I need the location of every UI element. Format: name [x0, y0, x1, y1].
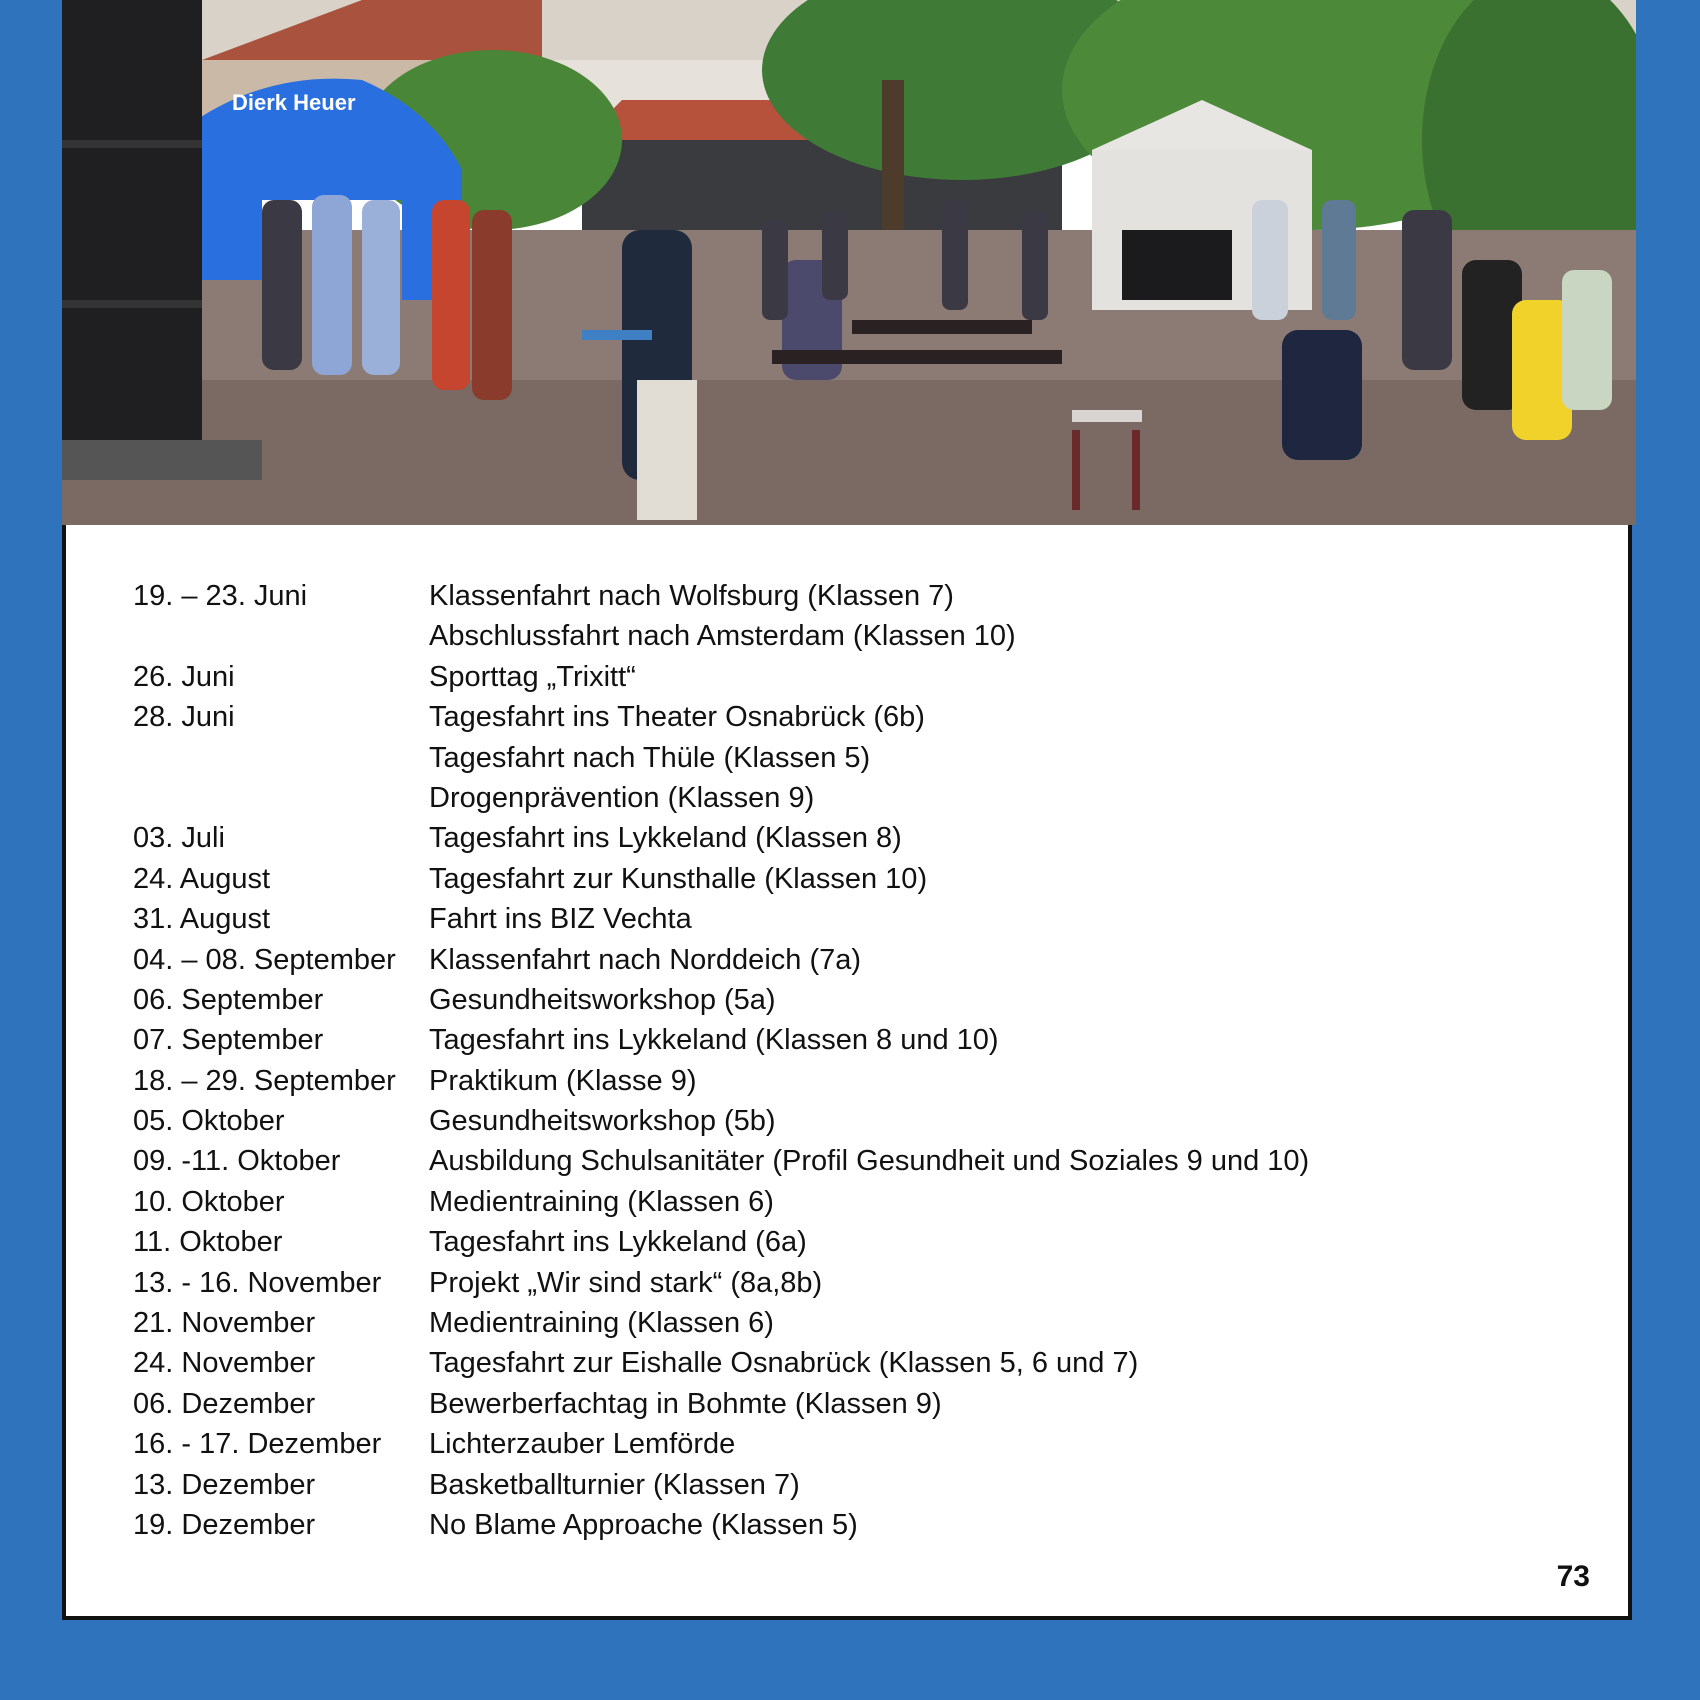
schedule-row	[133, 1101, 1593, 1141]
schedule-row	[133, 697, 1593, 737]
bouncy-castle-label: Dierk Heuer	[232, 90, 356, 115]
schedule-row	[133, 1182, 1593, 1222]
schedule-date: 16. - 17. Dezember	[133, 1428, 382, 1461]
schedule-date: 09. -11. Oktober	[133, 1145, 341, 1178]
schedule-row	[133, 1263, 1593, 1303]
schedule-date	[133, 616, 429, 656]
schedule-row	[133, 1424, 1593, 1464]
schedule-event: Gesundheitsworkshop (5b)	[429, 1105, 776, 1138]
schedule-event: Medientraining (Klassen 6)	[429, 1185, 774, 1218]
schedule-date: 21. November	[133, 1307, 316, 1340]
schedule-date: 07. September	[133, 1024, 324, 1057]
schedule-event: Tagesfahrt zur Kunsthalle (Klassen 10)	[429, 862, 928, 895]
schedule-date: 19. – 23. Juni	[133, 580, 308, 612]
schedule-date: 13. Dezember	[133, 1468, 316, 1501]
schedule-row	[133, 1384, 1593, 1424]
schedule-date: 24. August	[133, 862, 271, 895]
schedule-date: 06. Dezember	[133, 1387, 316, 1420]
schedule-event: Tagesfahrt ins Lykkeland (6a)	[429, 1226, 807, 1259]
schedule-event: Abschlussfahrt nach Amsterdam (Klassen 10)	[429, 620, 1016, 653]
schedule-row	[133, 1061, 1593, 1101]
schedule-list	[133, 576, 1593, 1545]
schedule-row	[133, 1465, 1593, 1505]
schedule-event: Tagesfahrt zur Eishalle Osnabrück (Klassen 5, 6 und 7)	[429, 1347, 1139, 1380]
schedule-event: Tagesfahrt ins Lykkeland (Klassen 8 und 10)	[429, 1024, 999, 1057]
schedule-date: 06. September	[133, 983, 324, 1016]
schedule-row	[133, 576, 1593, 616]
schedule-event: No Blame Approache (Klassen 5)	[429, 1508, 858, 1541]
schedule-row	[133, 859, 1593, 899]
schedule-event: Gesundheitsworkshop (5a)	[429, 983, 776, 1016]
schedule-date: 11. Oktober	[133, 1226, 283, 1259]
schedule-date: 05. Oktober	[133, 1105, 285, 1138]
schedule-event: Sporttag „Trixitt“	[429, 660, 636, 693]
schedule-date: 31. August	[133, 903, 271, 936]
schedule-date: 04. – 08. September	[133, 943, 396, 976]
schedule-date	[133, 778, 429, 818]
page-number: 73	[1556, 1560, 1590, 1593]
schedule-event: Bewerberfachtag in Bohmte (Klassen 9)	[429, 1387, 942, 1420]
schedule-row	[133, 899, 1593, 939]
schedule-date	[133, 738, 429, 778]
schedule-row	[133, 980, 1593, 1020]
schedule-event: Tagesfahrt ins Theater Osnabrück (6b)	[429, 701, 925, 734]
schedule-date: 26. Juni	[133, 660, 235, 693]
schedule-event: Praktikum (Klasse 9)	[429, 1064, 697, 1097]
schedule-date: 10. Oktober	[133, 1185, 285, 1218]
schedule-row	[133, 1020, 1593, 1060]
event-photo	[62, 0, 1636, 525]
schedule-event: Klassenfahrt nach Norddeich (7a)	[429, 943, 862, 976]
schedule-date: 03. Juli	[133, 822, 225, 855]
event-photo-illustration	[62, 0, 1636, 525]
schedule-row	[133, 778, 1593, 818]
schedule-row	[133, 616, 1593, 656]
schedule-row	[133, 738, 1593, 778]
schedule-event: Basketballturnier (Klassen 7)	[429, 1468, 800, 1501]
schedule-date: 13. - 16. November	[133, 1266, 382, 1299]
schedule-date: 28. Juni	[133, 701, 235, 734]
schedule-event: Medientraining (Klassen 6)	[429, 1307, 774, 1340]
schedule-event: Klassenfahrt nach Wolfsburg (Klassen 7)	[429, 580, 954, 612]
schedule-row	[133, 1222, 1593, 1262]
schedule-event: Tagesfahrt ins Lykkeland (Klassen 8)	[429, 822, 902, 855]
schedule-row	[133, 940, 1593, 980]
schedule-row	[133, 657, 1593, 697]
schedule-date: 19. Dezember	[133, 1508, 316, 1541]
schedule-row	[133, 1141, 1593, 1181]
schedule-date: 24. November	[133, 1347, 316, 1380]
schedule-event: Ausbildung Schulsanitäter (Profil Gesundheit und Soziales 9 und 10)	[429, 1145, 1310, 1178]
schedule-event: Fahrt ins BIZ Vechta	[429, 903, 692, 936]
schedule-date: 18. – 29. September	[133, 1064, 396, 1097]
schedule-event: Projekt „Wir sind stark“ (8a,8b)	[429, 1266, 823, 1299]
schedule-event: Drogenprävention (Klassen 9)	[429, 781, 815, 814]
schedule-row	[133, 1505, 1593, 1545]
schedule-row	[133, 1303, 1593, 1343]
schedule-row	[133, 1343, 1593, 1383]
schedule-row	[133, 818, 1593, 858]
schedule-event: Tagesfahrt nach Thüle (Klassen 5)	[429, 741, 871, 774]
schedule-event: Lichterzauber Lemförde	[429, 1428, 736, 1461]
